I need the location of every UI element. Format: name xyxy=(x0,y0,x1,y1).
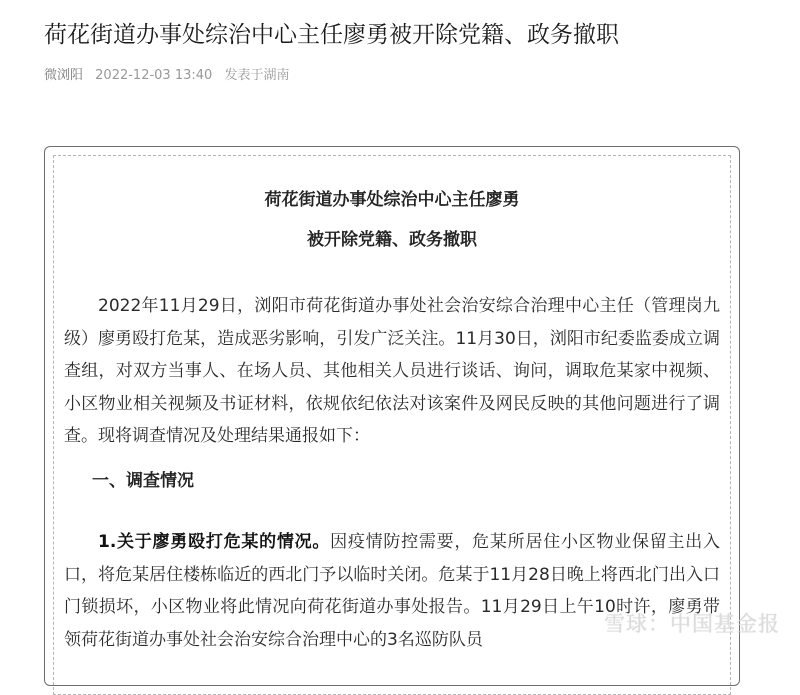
article-headline: 荷花街道办事处综治中心主任廖勇被开除党籍、政务撤职 xyxy=(44,22,619,48)
item-1-heading: 1.关于廖勇殴打危某的情况。 xyxy=(98,532,331,552)
publish-time: 2022-12-03 13:40 xyxy=(95,68,213,83)
publish-location: 发表于湖南 xyxy=(224,68,290,83)
document-title-line-2: 被开除党籍、政务撤职 xyxy=(307,230,477,250)
item-1-body: 因疫情防控需要，危某所居住小区物业保留主出入口，将危某居住楼栋临近的西北门予以临时关闭。危某于11月28日晚上将西北门出入口门锁损坏，小区物业将此情况向荷花街道办事处报告。11月29日上午10时许，廖勇带领荷花街道办事处社会治安综合治理中心的3名巡防队员 xyxy=(64,532,720,650)
section-heading-investigation: 一、调查情况 xyxy=(92,471,194,491)
article-meta xyxy=(44,64,289,83)
author-link[interactable]: 微浏阳 xyxy=(44,68,84,83)
document-paragraph-1: 2022年11月29日，浏阳市荷花街道办事处社会治安综合治理中心主任（管理岗九级）廖勇殴打危某，造成恶劣影响，引发广泛关注。11月30日，浏阳市纪委监委成立调查组，对双方当事人、在场人员、其他相关人员进行谈话、询问，调取危某家中视频、小区物业相关视频及书证材料，依规依纪依法对该案件及网民反映的其他问题进行了调查。现将调查情况及处理结果通报如下： xyxy=(64,296,720,446)
document-title-line-1: 荷花街道办事处综治中心主任廖勇 xyxy=(264,190,520,210)
watermark: 雪球：中国基金报 xyxy=(604,612,780,636)
